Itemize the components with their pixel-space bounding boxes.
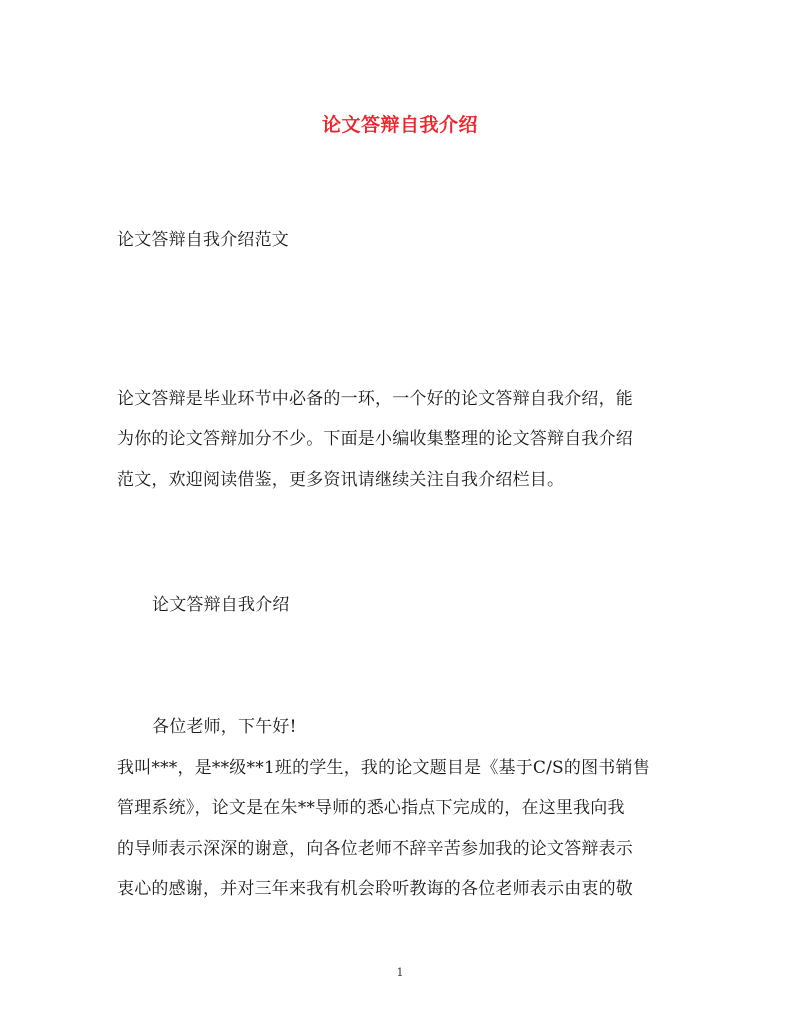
body-line: 我叫***，是**级**1班的学生，我的论文题目是《基于C/S的图书销售 (117, 758, 650, 778)
intro-line: 为你的论文答辩加分不少。下面是小编收集整理的论文答辩自我介绍 (117, 429, 633, 449)
section-heading: 论文答辩自我介绍 (152, 595, 290, 615)
greeting-line: 各位老师，下午好! (152, 717, 297, 737)
page-number: 1 (396, 966, 404, 979)
body-line: 衷心的感谢，并对三年来我有机会聆听教诲的各位老师表示由衷的敬 (117, 879, 633, 899)
document-title: 论文答辩自我介绍 (321, 114, 478, 136)
intro-line: 论文答辩是毕业环节中必备的一环，一个好的论文答辩自我介绍，能 (117, 389, 633, 409)
document-subtitle: 论文答辩自我介绍范文 (117, 230, 289, 250)
intro-line: 范文，欢迎阅读借鉴，更多资讯请继续关注自我介绍栏目。 (117, 470, 565, 490)
body-line: 的导师表示深深的谢意，向各位老师不辞辛苦参加我的论文答辩表示 (117, 839, 633, 859)
body-line: 管理系统》，论文是在朱**导师的悉心指点下完成的，在这里我向我 (117, 798, 625, 818)
